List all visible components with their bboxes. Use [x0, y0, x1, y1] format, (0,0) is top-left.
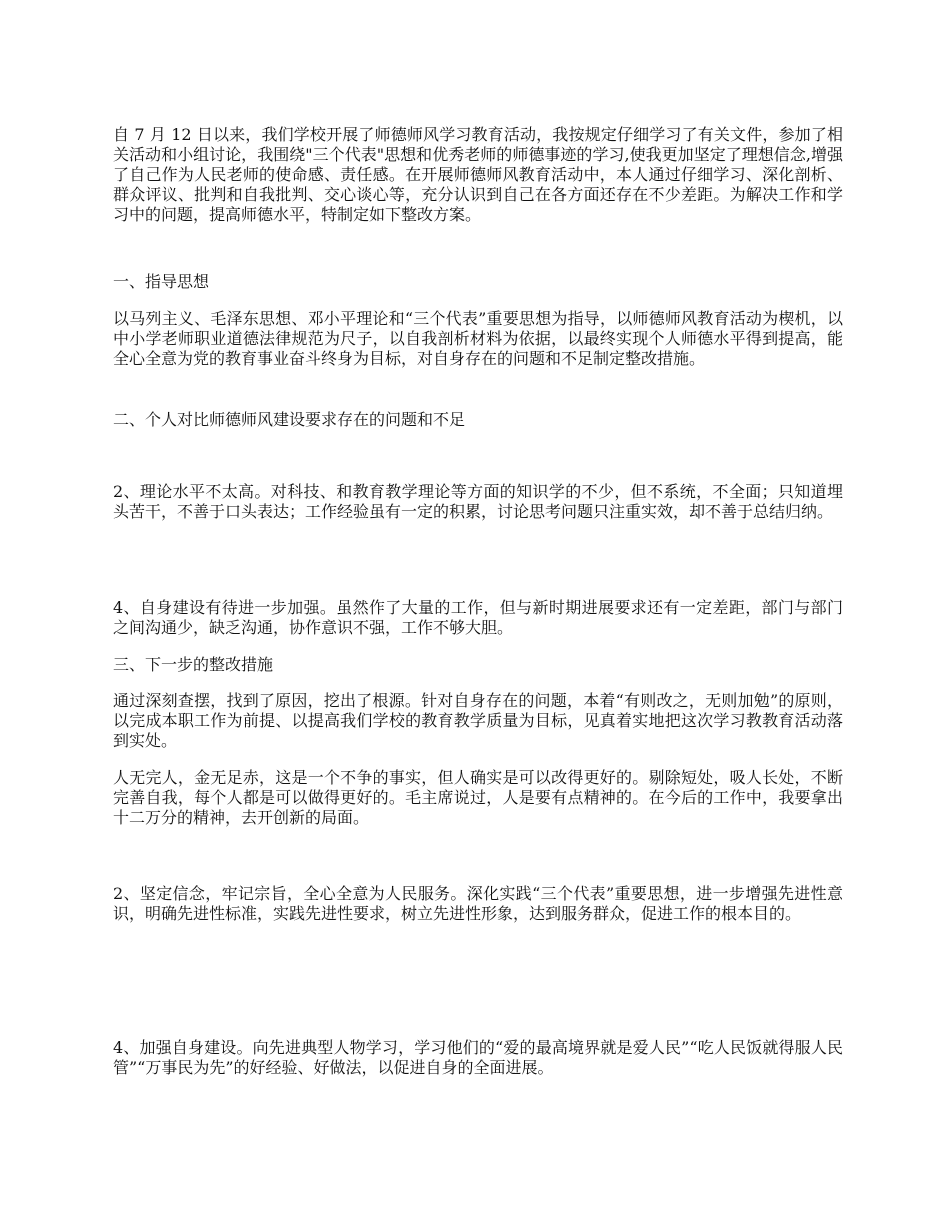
problem-item-2: 2、理论水平不太高。对科技、和教育教学理论等方面的知识学的不少，但不系统，不全面；只知道埋头苦干，不善于口头表达；工作经验虽有一定的积累，讨论思考问题只注重实效，却不善于总结归纳。 [113, 482, 843, 521]
section-heading-problems: 二、个人对比师德师风建设要求存在的问题和不足 [113, 410, 466, 429]
guiding-ideology-paragraph: 以马列主义、毛泽东思想、邓小平理论和“三个代表”重要思想为指导，以师德师风教育活动为楔机，以中小学老师职业道德法律规范为尺子，以自我剖析材料为依据，以最终实现个人师德水平得到提高，能全心全意为党的教育事业奋斗终身为目标，对自身存在的问题和不足制定整改措施。 [113, 309, 843, 368]
section-heading-guiding-ideology: 一、指导思想 [113, 272, 210, 291]
measure-item-4: 4、加强自身建设。向先进典型人物学习，学习他们的“爱的最高境界就是爱人民”“吃人民饭就得服人民管”“万事民为先”的好经验、好做法，以促进自身的全面进展。 [113, 1038, 843, 1077]
intro-paragraph: 自 7 月 12 日以来，我们学校开展了师德师风学习教育活动，我按规定仔细学习了有关文件，参加了相关活动和小组讨论，我围绕"三个代表"思想和优秀老师的师德事迹的学习,使我更加坚定了理想信念,增强了自己作为人民老师的使命感、责任感。在开展师德师风教育活动中，本人通过仔细学习、深化剖析、群众评议、批判和自我批判、交心谈心等，充分认识到自己在各方面还存在不少差距。为解决工作和学习中的问题，提高师德水平，特制定如下整改方案。 [113, 125, 843, 224]
measures-intro-paragraph: 通过深刻查摆，找到了原因，挖出了根源。针对自身存在的问题，本着“有则改之，无则加勉”的原则，以完成本职工作为前提、以提高我们学校的教育教学质量为目标，见真着实地把这次学习教教育活动落到实处。 [113, 691, 843, 750]
section-heading-measures: 三、下一步的整改措施 [113, 655, 274, 674]
measures-spirit-paragraph: 人无完人，金无足赤，这是一个不争的事实，但人确实是可以改得更好的。剔除短处，吸人长处，不断完善自我，每个人都是可以做得更好的。毛主席说过，人是要有点精神的。在今后的工作中，我要拿出十二万分的精神，去开创新的局面。 [113, 768, 843, 827]
measure-item-2: 2、坚定信念，牢记宗旨，全心全意为人民服务。深化实践“三个代表”重要思想，进一步增强先进性意识，明确先进性标准，实践先进性要求，树立先进性形象，达到服务群众，促进工作的根本目的。 [113, 884, 843, 923]
problem-item-4: 4、自身建设有待进一步加强。虽然作了大量的工作，但与新时期进展要求还有一定差距，部门与部门之间沟通少，缺乏沟通，协作意识不强，工作不够大胆。 [113, 598, 843, 637]
